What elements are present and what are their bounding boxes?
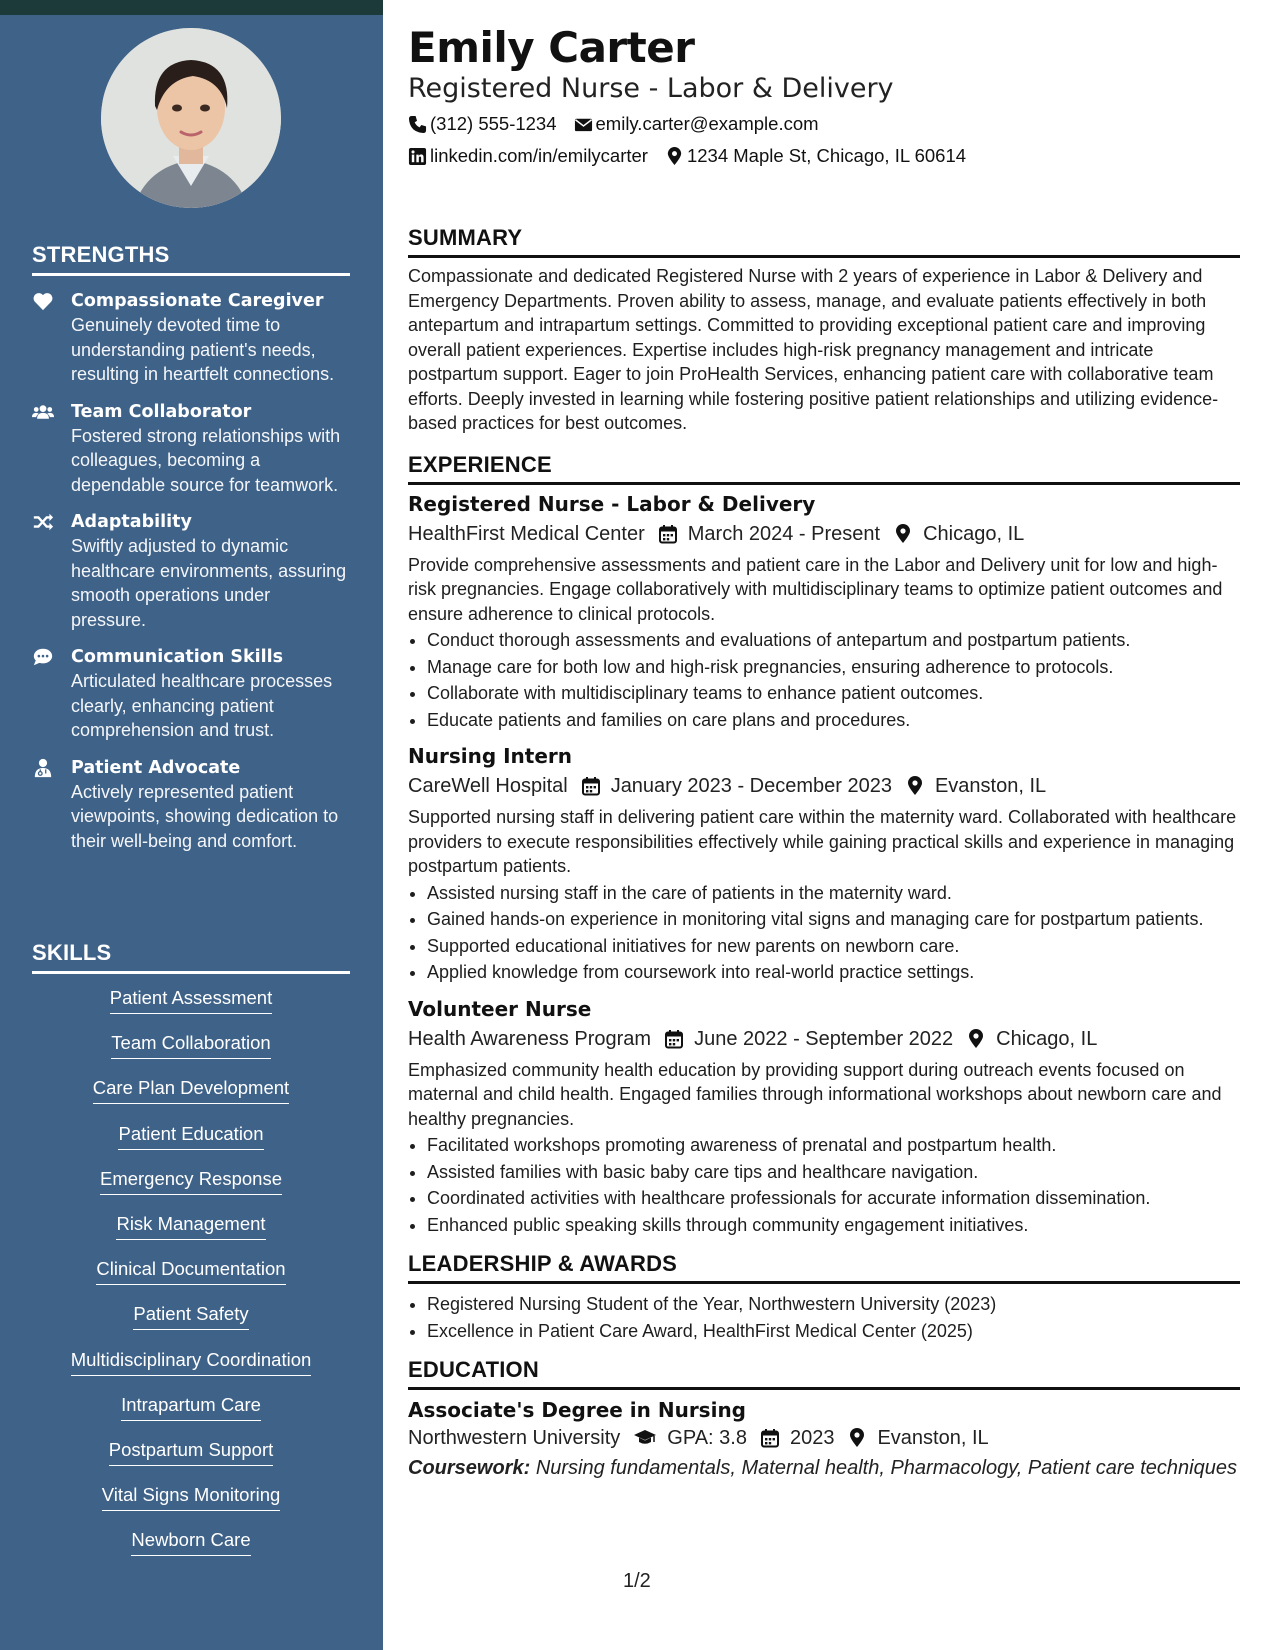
job-dates: June 2022 - September 2022 [694,1027,954,1050]
job-company: CareWell Hospital [408,775,568,797]
sidebar-top-bar [0,0,383,15]
skill-item: Risk Management [32,1212,350,1257]
contact-row [408,140,1240,172]
job-role: Nursing Intern [408,744,573,768]
coursework-text: Nursing fundamentals, Maternal health, Pharmacology, Patient care techniques [535,1457,1237,1479]
calendar-icon [760,1428,780,1448]
summary-heading: SUMMARY [408,225,1240,258]
calendar-icon [658,524,678,544]
job-meta [408,1023,1240,1055]
education-heading: EDUCATION [408,1357,1240,1390]
calendar-icon [664,1029,684,1049]
strength-title: Communication Skills [71,647,284,667]
linkedin-contact[interactable] [408,140,648,172]
skills-heading: SKILLS [32,940,350,974]
skill-item: Multidisciplinary Coordination [32,1348,350,1393]
skill-item: Vital Signs Monitoring [32,1483,350,1528]
school-location: Evanston, IL [877,1427,989,1449]
linkedin-text: linkedin.com/in/emilycarter [430,145,648,166]
job-bullet: • Assisted nursing staff in the care of patients in the maternity ward. [427,881,1240,906]
shuffle-icon [32,512,54,532]
contact-row [408,108,1240,140]
job-description: Supported nursing staff in delivering patient care within the maternity ward. Collaborated with healthcare providers to execute responsibilities effectively while gaining practical skills and experience in managing postpartum patients. [408,807,1237,876]
graduation-cap-icon [633,1428,657,1448]
strength-description: Actively represented patient viewpoints, showing dedication to their well-being and comfort. [71,781,339,851]
job-bullet: • Educate patients and families on care plans and procedures. [427,708,1240,733]
job-bullet: • Supported educational initiatives for new parents on newborn care. [427,934,1240,959]
summary-section [408,225,1240,436]
candidate-name: Emily Carter [408,23,695,72]
job-location: Evanston, IL [934,775,1047,797]
job-bullet: • Gained hands-on experience in monitoring vital signs and managing care for postpartum patients. [427,907,1240,932]
strengths-section [32,242,350,853]
education-section [408,1357,1240,1480]
strength-description: Articulated healthcare processes clearly, enhancing patient comprehension and trust. [71,671,333,740]
award-item: • Excellence in Patient Care Award, HealthFirst Medical Center (2025) [427,1319,1240,1344]
strength-title: Team Collaborator [71,401,252,422]
experience-section [408,452,1240,1238]
strength-item [32,511,350,632]
heart-icon [32,291,54,311]
address-contact [665,140,966,172]
job-bullet: • Conduct thorough assessments and evaluations of antepartum and postpartum patients. [427,628,1240,653]
job-description: Emphasized community health education by providing support during outreach events focused on maternal and child health. Engaged families through informational workshops about newborn care and healthy pregnancies. [408,1059,1222,1129]
job-bullet: • Applied knowledge from coursework into real-world practice settings. [427,960,1240,985]
location-pin-icon [665,147,684,166]
job-bullet: • Enhanced public speaking skills through community engagement initiatives. [427,1213,1240,1238]
linkedin-icon [408,147,427,166]
email-text: emily.carter@example.com [595,113,819,134]
email-contact[interactable] [574,108,819,140]
job-bullets [408,1133,1240,1237]
skills-list [32,986,350,1573]
strength-item [32,757,350,854]
strength-description: Fostered strong relationships with colleagues, becoming a dependable source for teamwork. [71,425,341,495]
sidebar [0,0,383,1650]
strengths-heading: STRENGTHS [32,242,350,276]
profile-photo [101,28,281,208]
location-pin-icon [905,776,925,796]
skill-item: Intrapartum Care [32,1393,350,1438]
job-bullet: • Facilitated workshops promoting awareness of prenatal and postpartum health. [427,1133,1240,1158]
speech-bubble-icon [32,647,54,667]
strength-description: Genuinely devoted time to understanding patient's needs, resulting in heartfelt connections. [71,315,335,384]
job-bullets [408,881,1240,985]
awards-section [408,1251,1240,1343]
job-bullet: • Collaborate with multidisciplinary teams to enhance patient outcomes. [427,681,1240,706]
award-item: • Registered Nursing Student of the Year, Northwestern University (2023) [427,1292,1240,1317]
phone-text: (312) 555-1234 [430,113,557,134]
skill-item: Patient Education [32,1122,350,1167]
strength-item [32,646,350,743]
skill-item: Patient Assessment [32,986,350,1031]
phone-contact[interactable] [408,108,557,140]
job-bullet: • Coordinated activities with healthcare professionals for accurate information dissemination. [427,1186,1240,1211]
gpa: GPA: 3.8 [667,1427,747,1449]
coursework [408,1456,1240,1480]
strength-item [32,290,350,387]
job-role: Registered Nurse - Labor & Delivery [408,491,816,516]
strength-description: Swiftly adjusted to dynamic healthcare environments, assuring smooth operations under pressure. [71,536,347,630]
main-content [408,22,1240,1480]
coursework-label: Coursework: [408,1457,531,1479]
strength-title: Compassionate Caregiver [71,291,324,311]
users-icon [32,402,54,422]
job-company: HealthFirst Medical Center [408,522,645,545]
address-text: 1234 Maple St, Chicago, IL 60614 [686,145,967,166]
job-company: Health Awareness Program [408,1027,652,1050]
job-dates: March 2024 - Present [687,522,881,545]
job-dates: January 2023 - December 2023 [610,775,892,797]
job-role: Volunteer Nurse [408,996,592,1021]
strength-title: Adaptability [71,512,192,532]
job-location: Chicago, IL [996,1027,1098,1050]
location-pin-icon [893,524,913,544]
job-bullet: • Manage care for both low and high-risk pregnancies, ensuring adherence to protocols. [427,655,1240,680]
skill-item: Care Plan Development [32,1076,350,1121]
phone-icon [408,115,427,134]
strength-title: Patient Advocate [71,757,241,778]
candidate-title: Registered Nurse - Labor & Delivery [408,73,894,104]
job-entry [408,742,1240,985]
skill-item: Patient Safety [32,1302,350,1347]
job-bullet: • Assisted families with basic baby care tips and healthcare navigation. [427,1160,1240,1185]
page-number: 1/2 [623,1570,651,1592]
awards-heading: LEADERSHIP & AWARDS [408,1251,1240,1284]
school-name: Northwestern University [408,1427,621,1449]
education-meta [408,1424,1240,1452]
strength-item [32,401,350,498]
awards-list [408,1292,1240,1343]
experience-heading: EXPERIENCE [408,452,1240,485]
job-meta [408,770,1240,802]
doctor-icon [32,758,54,778]
job-meta [408,518,1240,550]
skill-item: Emergency Response [32,1167,350,1212]
skill-item: Team Collaboration [32,1031,350,1076]
skill-item: Postpartum Support [32,1438,350,1483]
location-pin-icon [847,1428,867,1448]
skill-item: Clinical Documentation [32,1257,350,1302]
graduation-year: 2023 [789,1427,835,1449]
job-entry [408,995,1240,1238]
calendar-icon [581,776,601,796]
job-entry [408,490,1240,733]
summary-text: Compassionate and dedicated Registered Nurse with 2 years of experience in Labor & Delivery and Emergency Departments. Proven ability to assess, manage, and evaluate patients effectively in both antepartum and intrapartum settings. Committed to providing exceptional patient care and improving overall patient experiences. Expertise includes high-risk pregnancy management and intricate postpartum support. Eager to join ProHealth Services, enhancing patient care with collaborative team efforts. Deeply invested in learning while fostering positive patient relationships and utilizing evidence-based practices for best outcomes. [408,266,1219,433]
job-bullets [408,628,1240,732]
skill-item: Newborn Care [32,1528,350,1573]
portrait-image [101,28,281,208]
degree-title: Associate's Degree in Nursing [408,1398,746,1422]
envelope-icon [574,115,593,134]
job-description: Provide comprehensive assessments and patient care in the Labor and Delivery unit for low and high-risk pregnancies. Engage collaboratively with multidisciplinary teams to optimize patient outcomes and ensure adherence to clinical protocols. [408,554,1223,624]
skills-section [32,940,350,1573]
job-location: Chicago, IL [923,522,1025,545]
location-pin-icon [966,1029,986,1049]
